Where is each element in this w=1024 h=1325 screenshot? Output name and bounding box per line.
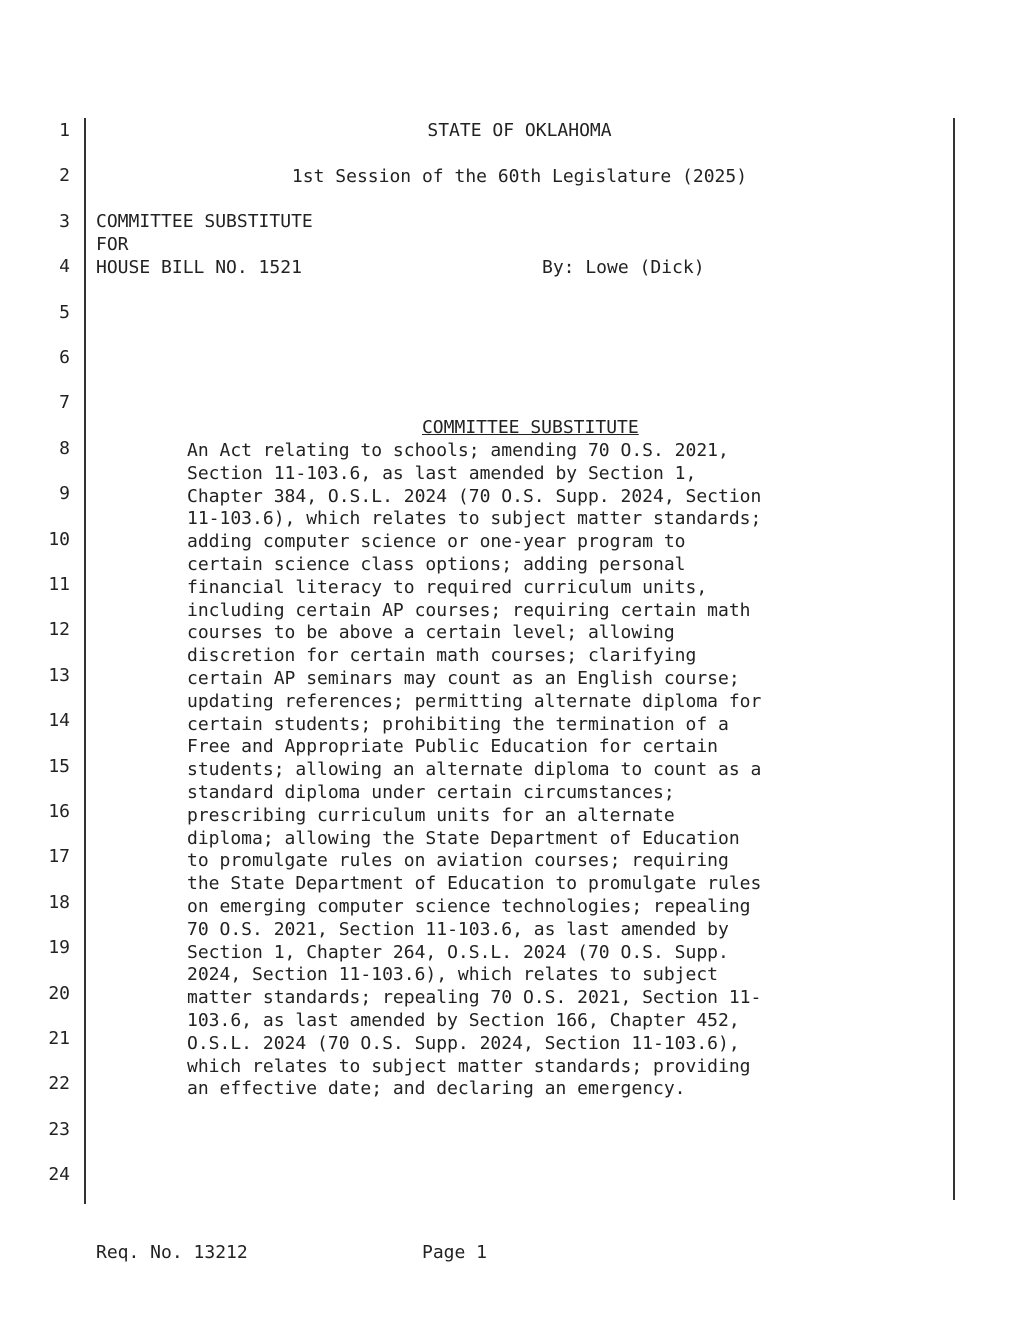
line-number: 18 (48, 891, 70, 913)
abstract-line: discretion for certain math courses; clarifying (187, 645, 697, 667)
line-number: 1 (59, 120, 70, 141)
line-number: 10 (48, 528, 70, 550)
line-number: 8 (59, 437, 70, 459)
left-margin-rule (84, 118, 86, 1204)
state-heading: STATE OF OKLAHOMA (427, 120, 612, 141)
abstract-line: an effective date; and declaring an emergency. (187, 1078, 686, 1100)
document-title-wrap (86, 394, 953, 440)
line-number: 3 (59, 210, 70, 232)
abstract-line: including certain AP courses; requiring certain math (187, 599, 751, 621)
page-number: Page 1 (422, 1242, 488, 1263)
line-number: 9 (59, 483, 70, 505)
abstract-line: on emerging computer science technologies; repealing (187, 895, 751, 917)
line-number: 20 (48, 982, 70, 1004)
abstract-line: certain students; prohibiting the termination of a (187, 713, 729, 735)
for-label: FOR (96, 234, 129, 255)
abstract-line: courses to be above a certain level; allowing (187, 622, 675, 644)
abstract-line: certain science class options; adding personal (187, 553, 686, 575)
line-number: 23 (48, 1118, 70, 1140)
bill-author: By: Lowe (Dick) (542, 257, 705, 278)
abstract-line: 11-103.6), which relates to subject matter standards; (187, 508, 762, 530)
line-number: 13 (48, 664, 70, 686)
abstract-line: Section 11-103.6, as last amended by Section 1, (187, 462, 697, 484)
abstract-line: 103.6, as last amended by Section 166, Chapter 452, (187, 1009, 740, 1031)
abstract-line: students; allowing an alternate diploma to count as a (187, 759, 762, 781)
abstract-line: matter standards; repealing 70 O.S. 2021, Section 11- (187, 987, 762, 1009)
line-number: 16 (48, 801, 70, 822)
abstract-line: An Act relating to schools; amending 70 O.S. 2021, (187, 440, 729, 461)
bill-abstract (187, 440, 761, 1101)
line-number: 19 (48, 937, 70, 959)
abstract-line: updating references; permitting alternate diploma for (187, 690, 762, 712)
abstract-line: the State Department of Education to promulgate rules (187, 873, 762, 895)
abstract-line: 70 O.S. 2021, Section 11-103.6, as last amended by (187, 918, 729, 940)
abstract-line: prescribing curriculum units for an alternate (187, 804, 675, 826)
bill-number: HOUSE BILL NO. 1521 (96, 257, 302, 278)
abstract-line: adding computer science or one-year program to (187, 531, 686, 553)
abstract-line: O.S.L. 2024 (70 O.S. Supp. 2024, Section 11-103.6), (187, 1032, 740, 1054)
committee-substitute-label: COMMITTEE SUBSTITUTE (96, 211, 313, 232)
line-number: 21 (48, 1028, 70, 1049)
right-margin-rule (953, 118, 955, 1200)
line-number: 11 (48, 574, 70, 595)
abstract-line: 2024, Section 11-103.6), which relates to subject (187, 964, 719, 986)
session-heading: 1st Session of the 60th Legislature (2025) (291, 166, 748, 187)
abstract-line: certain AP seminars may count as an English course; (187, 667, 740, 689)
line-number: 24 (48, 1164, 70, 1186)
line-number: 2 (59, 165, 70, 187)
line-number: 4 (59, 256, 70, 278)
line-number: 5 (59, 301, 70, 323)
line-number: 12 (48, 619, 70, 641)
line-number: 15 (48, 755, 70, 777)
line-number: 6 (59, 347, 70, 368)
line-number: 22 (48, 1073, 70, 1095)
abstract-line: Section 1, Chapter 264, O.S.L. 2024 (70 O.S. Supp. (187, 941, 729, 963)
abstract-line: diploma; allowing the State Department of Education (187, 827, 740, 849)
abstract-line: which relates to subject matter standards; providing (187, 1055, 751, 1077)
abstract-line: Free and Appropriate Public Education for certain (187, 736, 719, 758)
line-number: 7 (59, 392, 70, 414)
abstract-line: Chapter 384, O.S.L. 2024 (70 O.S. Supp. 2024, Section (187, 485, 762, 507)
request-number: Req. No. 13212 (96, 1242, 248, 1263)
abstract-line: standard diploma under certain circumstances; (187, 781, 675, 803)
line-number: 14 (48, 710, 70, 732)
abstract-line: to promulgate rules on aviation courses; requiring (187, 850, 729, 872)
line-number: 17 (48, 846, 70, 868)
document-title: COMMITTEE SUBSTITUTE (421, 416, 639, 438)
abstract-line: financial literacy to required curriculum units, (187, 576, 708, 598)
